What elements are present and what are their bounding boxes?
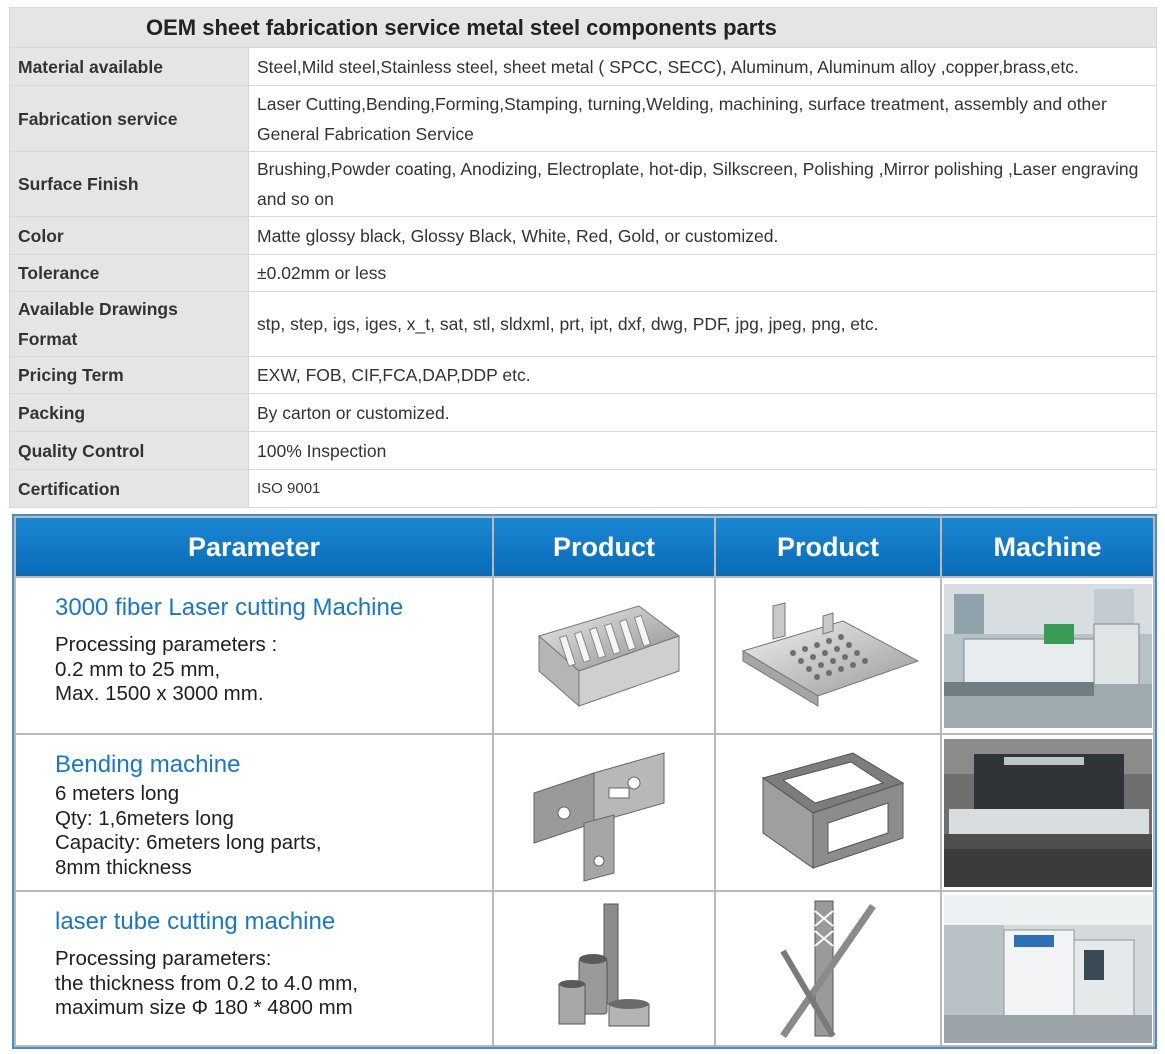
spec-label: Material available	[10, 48, 249, 86]
parameter-line: 6 meters long	[55, 782, 180, 805]
spec-value: Laser Cutting,Bending,Forming,Stamping, turning,Welding, machining, surface treatment, assembly and other General Fabrication Service	[249, 86, 1157, 152]
parameter-cell	[16, 735, 492, 890]
spec-label: Fabrication service	[10, 86, 249, 152]
parameter-line: the thickness from 0.2 to 4.0 mm,	[55, 971, 359, 995]
product-image-cell	[494, 578, 714, 733]
lattice-tube-image	[773, 896, 883, 1041]
spec-value: EXW, FOB, CIF,FCA,DAP,DDP etc.	[249, 357, 1157, 394]
header-parameter: Parameter	[16, 518, 492, 576]
spec-value: Brushing,Powder coating, Anodizing, Electroplate, hot-dip, Silkscreen, Polishing ,Mirror polishing ,Laser engraving and so on	[249, 152, 1157, 217]
product-image-cell	[494, 735, 714, 890]
spec-value: By carton or customized.	[249, 394, 1157, 432]
parameter-row	[16, 578, 1153, 733]
machine-title: laser tube cutting machine	[55, 908, 336, 935]
tube-parts-image	[549, 899, 659, 1039]
press-brake-photo	[944, 739, 1152, 887]
spec-value: stp, step, igs, iges, x_t, sat, stl, sldxml, prt, ipt, dxf, dwg, PDF, jpg, jpeg, png, etc.	[249, 292, 1157, 357]
spec-row	[10, 292, 1157, 357]
spec-label: Color	[10, 217, 249, 255]
enclosure-frame-image	[743, 748, 913, 878]
spec-value: 100% Inspection	[249, 432, 1157, 470]
tube-cutter-photo	[944, 895, 1152, 1043]
spec-label: Pricing Term	[10, 357, 249, 394]
parameter-row	[16, 892, 1153, 1045]
perforated-plate-image	[733, 591, 923, 721]
spec-label: Quality Control	[10, 432, 249, 470]
parameter-line: maximum size Φ 180 * 4800 mm	[55, 996, 353, 1019]
machine-image-cell	[942, 735, 1153, 890]
parameter-row	[16, 735, 1153, 890]
slotted-bracket-image	[519, 596, 689, 716]
bent-bracket-image	[524, 743, 684, 883]
header-product: Product	[716, 518, 940, 576]
spec-label: Tolerance	[10, 255, 249, 292]
product-image-cell	[494, 892, 714, 1045]
spec-row	[10, 357, 1157, 394]
spec-label: Certification	[10, 470, 249, 508]
product-image-cell	[716, 735, 940, 890]
parameter-cell	[16, 892, 492, 1045]
laser-cutter-photo	[944, 584, 1152, 728]
spec-row	[10, 432, 1157, 470]
parameter-line: Qty: 1,6meters long	[55, 806, 234, 830]
parameter-line: 8mm thickness	[55, 855, 192, 879]
spec-row	[10, 255, 1157, 292]
parameter-line: Max. 1500 x 3000 mm.	[55, 682, 264, 705]
spec-label: Packing	[10, 394, 249, 432]
spec-label: Surface Finish	[10, 152, 249, 217]
spec-row	[10, 470, 1157, 508]
machine-title: Bending machine	[55, 751, 241, 778]
spec-value: Matte glossy black, Glossy Black, White, Red, Gold, or customized.	[249, 217, 1157, 255]
spec-value: Steel,Mild steel,Stainless steel, sheet metal ( SPCC, SECC), Aluminum, Aluminum alloy ,copper,brass,etc.	[249, 48, 1157, 86]
header-machine: Machine	[942, 518, 1153, 576]
header-product: Product	[494, 518, 714, 576]
machine-title: 3000 fiber Laser cutting Machine	[55, 594, 404, 621]
parameter-line: Capacity: 6meters long parts,	[55, 831, 322, 854]
spec-title: OEM sheet fabrication service metal steel components parts	[10, 8, 1157, 48]
parameter-cell	[16, 578, 492, 733]
parameter-header-row	[16, 518, 1153, 576]
spec-row	[10, 86, 1157, 152]
spec-title-row	[10, 8, 1157, 48]
product-image-cell	[716, 578, 940, 733]
machine-image-cell	[942, 892, 1153, 1045]
spec-table	[9, 7, 1157, 508]
parameter-line: Processing parameters :	[55, 633, 278, 656]
parameter-line: 0.2 mm to 25 mm,	[55, 657, 221, 681]
product-image-cell	[716, 892, 940, 1045]
spec-row	[10, 152, 1157, 217]
spec-row	[10, 217, 1157, 255]
spec-row	[10, 394, 1157, 432]
machine-image-cell	[942, 578, 1153, 733]
spec-label: Available Drawings Format	[10, 292, 249, 357]
spec-value: ISO 9001	[249, 470, 1157, 508]
spec-row	[10, 48, 1157, 86]
spec-value: ±0.02mm or less	[249, 255, 1157, 292]
parameter-table	[12, 514, 1157, 1049]
parameter-line: Processing parameters:	[55, 947, 272, 970]
